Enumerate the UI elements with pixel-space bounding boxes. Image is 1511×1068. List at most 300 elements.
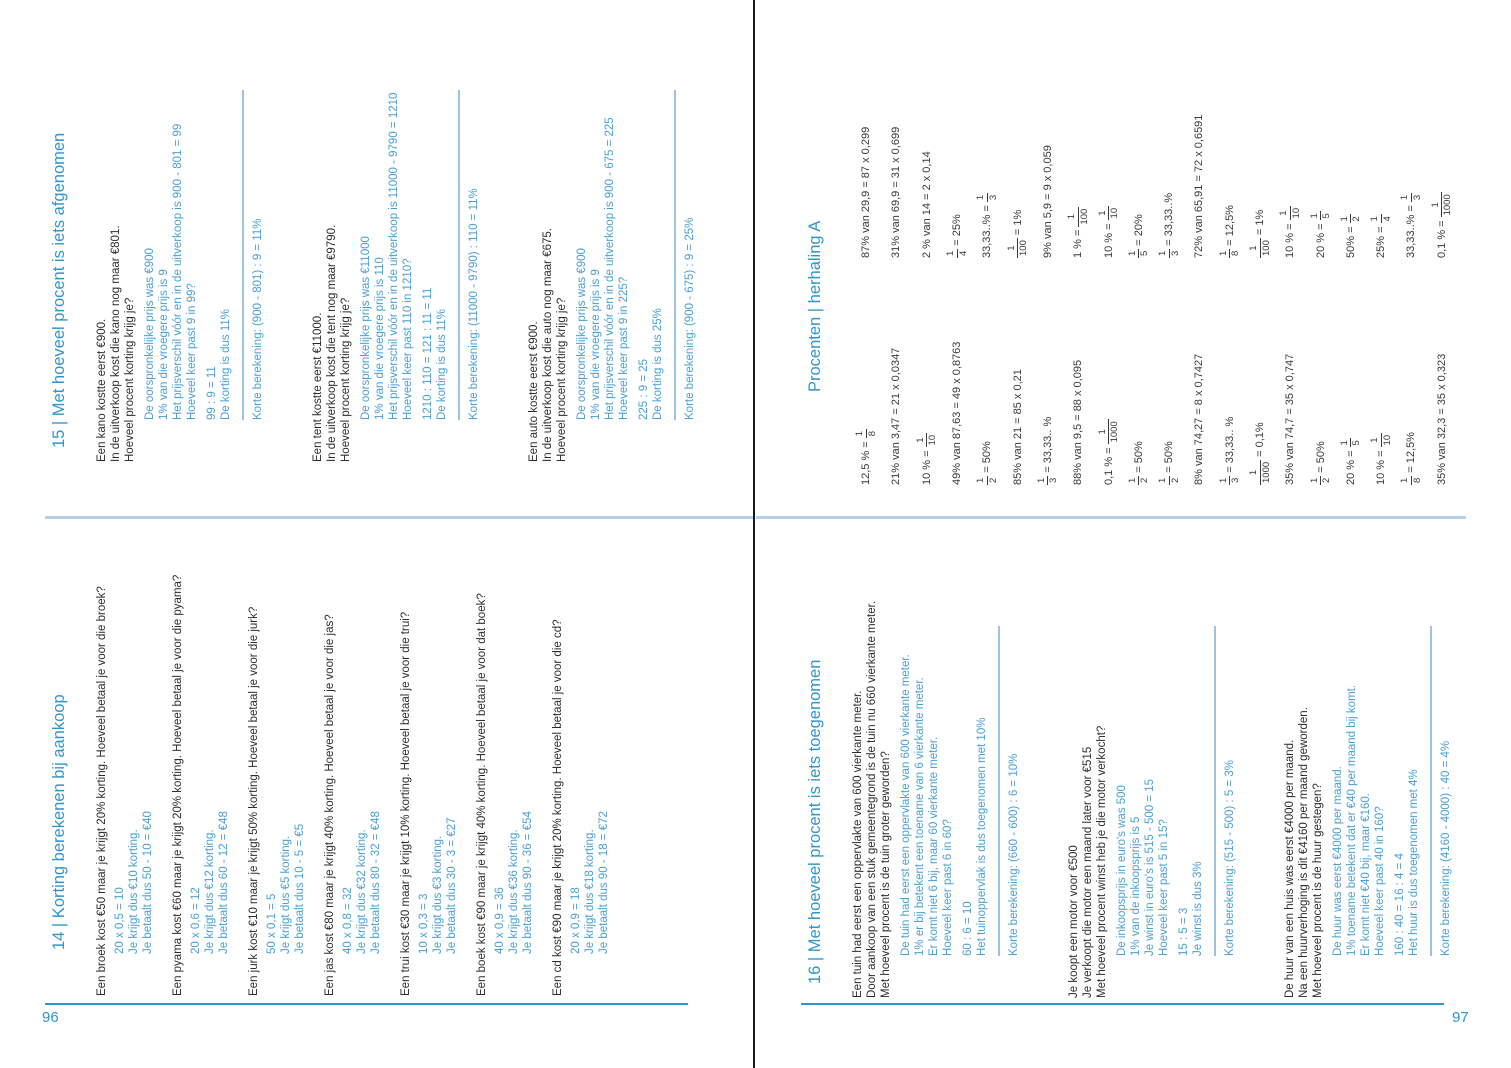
question-line: Door aankoop van een stuk gemeentegrond is de tuin nu 660 vierkante meter. [866,600,878,998]
fraction [1098,419,1120,444]
herhaling-left-entry [855,258,877,485]
question-line: Een trui kost €30 maar je krijgt 10% korting. Hoeveel betaal je voor die trui? [400,611,412,996]
step-line: Hoeveel keer past 110 in 1210? [402,258,414,420]
percent-problem [1283,518,1453,998]
text-run: 72% van 65,91 = 72 x 0,6591 [1193,114,1206,258]
answer-block [341,518,383,954]
herhaling-row [1033,2,1063,510]
herhaling-row [1275,2,1305,510]
text-run: 31% van 69,9 = 31 x 0,699 [890,126,903,258]
question-line: Een jurk kost €10 maar je krijgt 50% korting. Hoeveel betaal je voor die jurk? [248,606,260,996]
steps-block [143,2,199,420]
text-run: 20 % = [1314,223,1327,258]
result-line: Het tuinoppervlak is dus toegenomen met 10% [976,717,988,956]
step-line: 1% van die vroegere prijs is 110 [374,257,386,420]
answer-line: Je krijgt dus €10 korting. [128,829,140,954]
herhaling-left-entry [1219,258,1241,485]
result-line: Het huur is dus toegenomen met 4% [1408,769,1420,956]
fraction [1007,238,1029,258]
answer-line: Je betaalt dus 30 - 3 = €27 [446,817,458,954]
short-calculation-rule [674,90,676,420]
text-run: = 33,33..% [1163,192,1176,246]
result-line: 1210 : 110 = 121 : 11 = 11 [422,287,434,420]
fraction [1158,249,1180,258]
fraction-denominator: 2 [1139,477,1151,483]
section-14-korting [45,518,627,996]
fraction [1400,193,1422,202]
section-14-problems [95,518,611,996]
step-line: Het prijsverschil vóór en in de uitverkoop is 11000 - 9790 = 1210 [388,92,400,420]
text-run: 10 % = [1102,223,1115,258]
fraction-numerator: 1 [1308,477,1320,483]
herhaling-right-entry [1098,206,1120,258]
step-line: Er komt niet €40 bij, maar €160. [1360,793,1372,956]
herhaling-row [1124,2,1154,510]
answer-line: 50 x 0,1 = 5 [266,893,278,954]
herhaling-right-entry [1400,193,1422,258]
result-block [1177,518,1205,956]
herhaling-row [1184,2,1214,510]
text-run: = 25% [951,214,964,246]
fraction-numerator: 1 [1217,477,1229,483]
percent-problem [1067,518,1237,998]
herhaling-right-entry [1340,214,1362,258]
answer-line: 20 x 0,9 = 18 [570,887,582,954]
answer-line: 10 x 0,3 = 3 [418,893,430,954]
page-97-rotated-content [756,0,1511,1068]
short-calculation: Korte berekening: (11000 - 9790) : 110 = 11% [468,188,480,420]
herhaling-right-entry [1067,207,1089,258]
herhaling-right-entry [976,193,998,258]
herhaling-row [912,2,942,510]
fraction-denominator: 3 [1411,194,1423,201]
herhaling-left-entry [1037,258,1059,485]
fraction-numerator: 1 [1007,238,1019,258]
fraction-denominator: 100 [1260,240,1272,256]
text-run: 33,33..% = [981,205,994,258]
result-line: 60 : 6 = 10 [962,901,974,956]
column-divider-rule-left [45,516,755,519]
fraction [1158,476,1180,485]
percent-problem [95,2,265,462]
fraction-numerator: 1 [975,477,987,483]
step-line: Hoeveel keer past 9 in 225? [618,276,630,420]
fraction-numerator: 1 [1249,238,1261,258]
question-line: Met hoeveel procent is de huur gestegen? [1312,783,1324,998]
fraction-numerator: 1 [1338,216,1350,222]
step-line: 1% van die vroegere prijs is 9 [158,269,170,420]
herhaling-right-entry [1219,205,1241,258]
step-line: Het prijsverschil vóór en in de uitverkoop is 900 - 675 = 225 [604,117,616,420]
herhaling-right-entry [1128,214,1150,258]
herhaling-right-entry [1279,206,1301,258]
question-line: Een tent kostte eerst €11000. [312,312,324,462]
herhaling-left-entry [1310,258,1332,485]
page-number-97: 97 [1452,1009,1469,1026]
steps-block [1331,518,1387,956]
fraction-numerator: 1 [854,430,866,437]
fraction-denominator: 8 [1411,477,1423,483]
fraction-numerator: 1 [1067,207,1079,227]
question-line: Een cd kost €90 maar je krijgt 20% korting. Hoeveel betaal je voor die cd? [552,619,564,996]
discount-problem [95,518,155,996]
fraction-denominator: 10 [927,434,939,446]
herhaling-left-entry [1436,258,1448,485]
fraction-numerator: 1 [945,250,957,256]
discount-problem [475,518,535,996]
fraction-numerator: 1 [1338,440,1350,446]
answer-line: Je betaalt dus 10 - 5 = €5 [294,823,306,954]
text-run: 21% van 3,47 = 21 x 0,0347 [890,347,903,485]
answer-line: 40 x 0,8 = 32 [342,887,354,954]
text-run: 50% = [1344,226,1357,258]
step-line: Er komt niet 6 bij, maar 60 vierkante meter. [928,736,940,956]
answer-block [417,518,459,954]
answer-line: Je betaalt dus 50 - 10 = €40 [142,811,154,954]
text-run: = 50% [981,441,994,473]
herhaling-right-entry [946,214,968,258]
question-line: Een boek kost €90 maar je krijgt 40% korting. Hoeveel betaal je voor dat boek? [476,593,488,996]
result-line: De korting is dus 25% [652,308,664,420]
herhaling-title: Procenten | herhaling A [806,220,824,392]
herhaling-row [1154,2,1184,510]
fraction [946,249,968,258]
herhaling-row [1215,2,1245,510]
answer-line: Je betaalt dus 90 - 36 = €54 [522,811,534,954]
answer-line: 40 x 0,9 = 36 [494,887,506,954]
text-run: 25% = [1375,226,1388,258]
fraction-numerator: 1 [975,194,987,201]
text-run: = 0,1% [1254,422,1266,457]
fraction-denominator: 5 [1139,250,1151,256]
fraction-denominator: 2 [1351,216,1363,222]
step-line: De tuin had eerst een oppervlakte van 600 vierkante meter. [900,654,912,956]
fraction-denominator: 2 [1321,477,1333,483]
fraction-denominator: 4 [1381,216,1393,222]
fraction-numerator: 1 [1249,460,1261,485]
question-line: Na een huurverhoging is dit €4160 per maand geworden. [1298,707,1310,998]
question-line: Een tuin had eerst een oppervlakte van 600 vierkante meter. [852,690,864,998]
herhaling-right-entry [1042,145,1054,258]
discount-problem [247,518,307,996]
answer-block [493,518,535,954]
text-run: = 50% [1314,441,1327,473]
short-calculation: Korte berekening: (515 - 500) : 5 = 3% [1224,760,1236,956]
step-line: Het prijsverschil vóór en in de uitverkoop is 900 - 801 = 99 [172,123,184,420]
answer-line: Je krijgt dus €12 korting. [204,829,216,954]
fraction [1370,433,1392,448]
fraction [1128,476,1150,485]
answer-line: Je krijgt dus €32 korting. [356,829,368,954]
fraction-numerator: 1 [1370,433,1382,448]
herhaling-row [1396,2,1426,510]
fraction [1310,211,1332,220]
result-block [205,2,233,420]
section-16-title: 16 | Met hoeveel procent is iets toegenomen [806,659,824,984]
herhaling-row [851,2,881,510]
answer-line: Je betaalt dus 60 - 12 = €48 [218,811,230,954]
question-line: Een broek kost €50 maar je krijgt 20% korting. Hoeveel betaal je voor die broek? [96,586,108,996]
result-line: 160 : 40 = 16 : 4 = 4 [1394,853,1406,956]
text-run: = 50% [1163,441,1176,473]
discount-problem [551,518,611,996]
section-15-title: 15 | Met hoeveel procent is iets afgenomen [50,132,68,448]
text-run: = 1% [1254,209,1266,236]
page-gutter-line [753,0,755,1068]
herhaling-right-entry [1193,115,1205,258]
herhaling-row [1093,2,1123,510]
question-line: Een pyama kost €60 maar je krijgt 20% korting. Hoeveel betaal je voor die pyama? [172,574,184,996]
discount-problem [323,518,383,996]
text-run: 85% van 21 = 85 x 0,21 [1011,369,1024,485]
fraction-denominator: 1000 [1109,421,1121,443]
text-run: 0,1 % = [1102,447,1115,485]
fraction-denominator: 100 [1078,208,1090,225]
result-line: De korting is dus 11% [436,308,448,420]
herhaling-right-entry [860,127,872,258]
fraction [1400,476,1422,485]
fraction [1067,207,1089,227]
question-line: Hoeveel procent korting krijg je? [124,297,136,462]
herhaling-row [1002,2,1032,510]
fraction-denominator: 1000 [1442,194,1454,216]
question-line: Een jas kost €80 maar je krijgt 40% korting. Hoeveel betaal je voor die jas? [324,614,336,996]
text-run: 8% van 74,27 = 8 x 0,7427 [1193,353,1206,485]
page-97 [756,0,1511,1068]
herhaling-left-entry [1072,258,1084,485]
herhaling-row [1427,2,1457,510]
result-line: De korting is dus 11% [220,308,232,420]
question-line: Met hoeveel procent winst heb je die motor verkocht? [1096,725,1108,998]
question-line: In de uitverkoop kost die auto nog maar €675. [542,228,554,462]
fraction [1431,192,1453,217]
fraction-numerator: 1 [1157,250,1169,256]
fraction-denominator: 8 [1230,250,1242,256]
step-line: De inkoopsprijs in euro's was 500 [1116,785,1128,956]
text-run: = 1% [1011,209,1024,236]
fraction-denominator: 5 [1321,213,1333,219]
steps-block [899,518,955,956]
text-run: 9% van 5,9 = 9 x 0,059 [1041,145,1054,258]
text-run: = 33,33.. % [1041,416,1054,473]
text-run: 10 % = [1375,450,1388,485]
herhaling-right-entry [1158,193,1180,258]
herhaling-row [1366,2,1396,510]
fraction-denominator: 3 [1169,250,1181,256]
herhaling-left-entry [1284,258,1296,485]
fraction-numerator: 1 [1126,250,1138,256]
discount-problem [399,518,459,996]
herhaling-left-entry [1012,258,1024,485]
column-divider-rule-right [756,516,1466,519]
fraction-denominator: 5 [1351,440,1363,446]
short-calculation: Korte berekening: (660 - 600) : 6 = 10% [1008,753,1020,956]
fraction-denominator: 2 [987,477,999,483]
herhaling-row [1063,2,1093,510]
short-calculation-rule [458,90,460,420]
fraction-numerator: 1 [916,433,928,448]
section-15-afgenomen [45,2,743,462]
steps-block [575,2,631,420]
herhaling-left-entry [1128,258,1150,485]
section-16-problems [851,518,1453,998]
text-run: 49% van 87,63 = 49 x 0,8763 [951,341,964,485]
section-15-problems [95,2,697,462]
short-calculation-rule [1214,626,1216,956]
page-number-96: 96 [42,1009,59,1026]
herhaling-row [942,2,972,510]
herhaling-right-entry [1370,214,1392,258]
text-run: 10 % = [1284,223,1297,258]
answer-block [189,518,231,954]
fraction [976,193,998,202]
result-block [637,2,665,420]
result-line: 225 : 9 = 25 [638,358,650,420]
fraction [916,433,938,448]
fraction-numerator: 1 [1157,477,1169,483]
text-run: = 12,5% [1405,432,1418,473]
text-run: = 20% [1132,214,1145,246]
fraction [1037,476,1059,485]
herhaling-row [1305,2,1335,510]
herhaling-left-entry [1193,258,1205,485]
section-herhaling [801,2,1457,510]
text-run: = 12,5% [1223,205,1236,246]
step-line: De huur was eerst €4000 per maand. [1332,766,1344,956]
answer-line: Je krijgt dus €3 korting. [432,835,444,954]
herhaling-left-entry [1370,258,1392,485]
fraction-numerator: 1 [1035,477,1047,483]
fraction [1340,438,1362,447]
fraction-denominator: 1000 [1260,461,1272,483]
fraction [1340,214,1362,223]
fraction [1219,249,1241,258]
fraction-denominator: 10 [1290,207,1302,219]
answer-block [569,518,611,954]
answer-line: Je betaalt dus 80 - 32 = €48 [370,811,382,954]
fraction [1128,249,1150,258]
fraction-numerator: 1 [1369,216,1381,222]
fraction-numerator: 1 [1279,206,1291,221]
answer-line: 20 x 0,6 = 12 [190,887,202,954]
question-line: Hoeveel procent korting krijg je? [340,297,352,462]
margin-rule-page-97 [801,1003,1444,1005]
steps-block [1115,518,1171,956]
short-calculation-rule [998,626,1000,956]
question-line: Je verkoopt die motor een maand later voor €515 [1082,746,1094,998]
answer-block [113,518,155,954]
herhaling-left-entry [976,258,998,485]
fraction [1310,476,1332,485]
short-calculation-rule [242,90,244,420]
question-line: Een kano kostte eerst €900. [96,318,108,462]
herhaling-left-entry [951,258,963,485]
text-run: 12,5 % = [860,441,873,485]
margin-rule-page-96 [45,1003,688,1005]
fraction-denominator: 4 [957,250,969,256]
result-line: 15 : 5 = 3 [1178,907,1190,956]
text-run: 87% van 29,9 = 87 x 0,299 [860,126,873,258]
fraction-numerator: 1 [1217,250,1229,256]
discount-problem [171,518,231,996]
result-line: Je winst is dus 3% [1192,861,1204,956]
answer-line: Je krijgt dus €36 korting. [508,829,520,954]
fraction-denominator: 10 [1381,434,1393,446]
step-line: 1% van die vroegere prijs is 9 [590,269,602,420]
answer-block [265,518,307,954]
fraction-denominator: 8 [866,430,878,437]
herhaling-left-entry [1098,258,1120,485]
step-line: De oorspronkelijke prijs was €900 [144,248,156,420]
fraction [976,476,998,485]
text-run: 33,33..% = [1405,205,1418,258]
text-run: 0,1 % = [1435,220,1448,258]
fraction [1249,238,1271,258]
question-line: In de uitverkoop kost die kano nog maar €801. [110,225,122,462]
herhaling-left-entry [916,258,938,485]
herhaling-row [972,2,1002,510]
fraction-numerator: 1 [1098,206,1110,221]
short-calculation: Korte berekening: (900 - 801) : 9 = 11% [252,218,264,420]
question-line: De huur van een huis was eerst €4000 per maand. [1284,739,1296,998]
herhaling-left-entry [1400,258,1422,485]
herhaling-row [1245,2,1275,510]
short-calculation: Korte berekening: (4160 - 4000) : 40 = 4% [1440,740,1452,956]
result-block [961,518,989,956]
section-14-title: 14 | Korting berekenen bij aankoop [50,694,68,950]
fraction-numerator: 1 [1308,213,1320,219]
text-run: 2 % van 14 = 2 x 0,14 [920,151,933,258]
fraction [855,429,877,438]
herhaling-left-entry [1249,258,1271,485]
herhaling-right-entry [1431,192,1453,258]
herhaling-right-entry [1007,210,1029,258]
percent-problem [527,2,697,462]
text-run: 1 % = [1072,229,1085,258]
text-run: 35% van 32,3 = 35 x 0,323 [1435,353,1448,485]
fraction [1098,206,1120,221]
question-line: Je koopt een motor voor €500 [1068,845,1080,998]
herhaling-right-entry [890,127,902,258]
herhaling-row [1336,2,1366,510]
section-16-toegenomen [801,518,1499,998]
fraction-numerator: 1 [1431,192,1443,217]
step-line: De oorspronkelijke prijs was €11000 [360,236,372,420]
fraction-denominator: 3 [987,194,999,201]
text-run: 35% van 74,7 = 35 x 0,747 [1284,353,1297,485]
fraction-denominator: 3 [1230,477,1242,483]
result-block [421,2,449,420]
step-line: Je winst in euro's is 515 - 500 = 15 [1144,778,1156,956]
text-run: 10 % = [920,450,933,485]
herhaling-right-entry [921,151,933,258]
herhaling-row [881,2,911,510]
fraction [1370,214,1392,223]
page-96 [0,0,755,1068]
percent-problem [311,2,481,462]
result-block [1393,518,1421,956]
page-96-rotated-content [0,0,755,1068]
text-run: = 50% [1132,441,1145,473]
text-run: 20 % = [1344,450,1357,485]
herhaling-table [851,2,1457,510]
fraction [1249,460,1271,485]
steps-block [359,2,415,420]
fraction-numerator: 1 [1399,477,1411,483]
herhaling-left-entry [1158,258,1180,485]
herhaling-left-entry [1340,258,1362,485]
short-calculation-rule [1430,626,1432,956]
